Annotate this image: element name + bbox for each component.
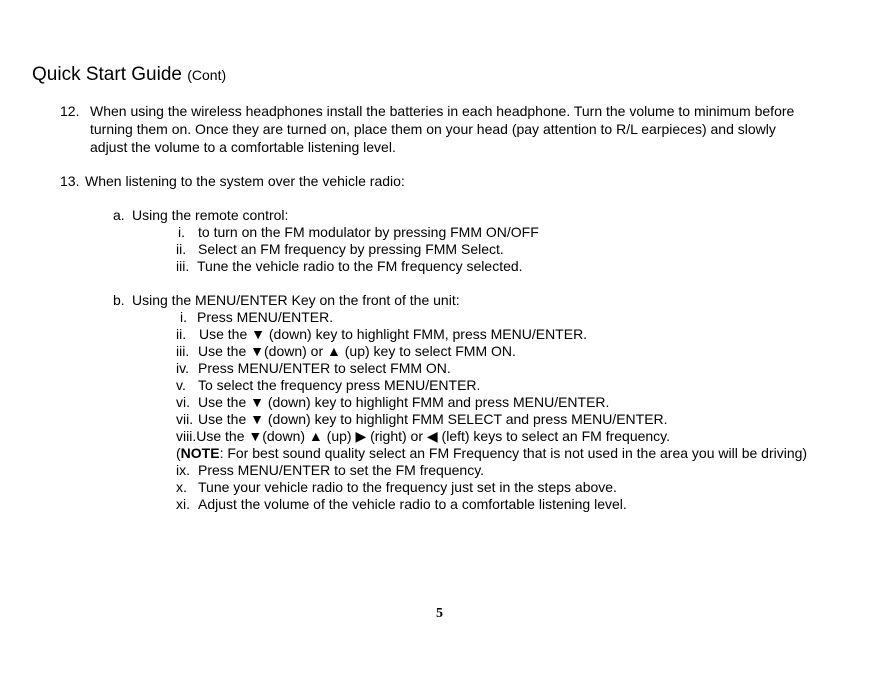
step-12-line-2: turning them on. Once they are turned on, place them on your head (pay attention to R/L earpieces) and slowly [90,121,776,137]
item-number: xi. [176,496,190,512]
item-text: to turn on the FM modulator by pressing FMM ON/OFF [198,224,539,240]
substep-b-item [176,479,617,496]
note-text: : For best sound quality select an FM Frequency that is not used in the area you will be driving) [219,445,808,461]
step-12-number: 12. [60,103,80,119]
substep-b-heading [113,292,460,309]
substep-b-label: b. [113,292,125,308]
item-text: Use the ▼ (down) key to highlight FMM, press MENU/ENTER. [199,326,588,342]
item-text: Adjust the volume of the vehicle radio to a comfortable listening level. [198,496,627,512]
item-text: Use the ▼(down) or ▲ (up) key to select FMM ON. [198,343,516,359]
note-open-paren: ( [176,445,181,461]
item-text: Use the ▼(down) ▲ (up) ▶ (right) or ◀ (left) keys to select an FM frequency. [196,428,671,444]
item-number: ii. [176,326,187,342]
item-number: iii. [176,343,190,359]
substep-a-item [178,224,539,241]
title-text: Quick Start Guide [32,64,182,85]
title-suffix: (Cont) [187,67,227,83]
step-12-line-3: adjust the volume to a comfortable listening level. [90,139,396,155]
substep-b-item [176,343,516,360]
substep-b-item [176,394,609,411]
item-text: Use the ▼ (down) key to highlight FMM and press MENU/ENTER. [198,394,610,410]
item-number: i. [178,224,185,240]
item-text: To select the frequency press MENU/ENTER. [198,377,481,393]
step-13-number: 13. [60,173,80,189]
item-text: Press MENU/ENTER to select FMM ON. [198,360,451,376]
note-label: NOTE [180,445,220,461]
item-number: vii. [176,411,194,427]
substep-b-item [176,411,668,428]
item-text: Tune your vehicle radio to the frequency just set in the steps above. [198,479,617,495]
item-number: ix. [176,462,190,478]
item-number: iv. [176,360,189,376]
item-text: Press MENU/ENTER. [197,309,334,325]
item-number: i. [180,309,187,325]
step-13-text: When listening to the system over the vehicle radio: [85,173,405,189]
step-12-line-1 [60,103,794,120]
note-line [176,445,807,462]
substep-b-text: Using the MENU/ENTER Key on the front of the unit: [132,292,460,308]
substep-b-item [176,377,480,394]
substep-b-item [176,360,451,377]
item-number: iii. [176,258,190,274]
item-text: Use the ▼ (down) key to highlight FMM SELECT and press MENU/ENTER. [198,411,668,427]
substep-a-text: Using the remote control: [132,207,289,223]
item-text: Select an FM frequency by pressing FMM Select. [198,241,504,257]
item-text: Press MENU/ENTER to set the FM frequency. [198,462,485,478]
substep-b-item [176,428,670,445]
item-number: v. [176,377,186,393]
page-title [32,64,226,86]
step-13-heading [60,173,405,190]
substep-a-label: a. [113,207,125,223]
item-number: vi. [176,394,190,410]
step-12-text-1: When using the wireless headphones install the batteries in each headphone. Turn the volume to minimum before [90,103,795,119]
substep-b-item [176,496,627,513]
item-number: ii. [176,241,187,257]
item-text: Tune the vehicle radio to the FM frequency selected. [197,258,523,274]
substep-b-item [176,462,484,479]
substep-a-item [176,258,523,275]
substep-a-item [176,241,504,258]
page-number: 5 [436,606,443,621]
substep-a-heading [113,207,288,224]
substep-b-item [180,309,333,326]
item-number: x. [176,479,187,495]
item-number: viii. [176,428,197,444]
substep-b-item [176,326,587,343]
